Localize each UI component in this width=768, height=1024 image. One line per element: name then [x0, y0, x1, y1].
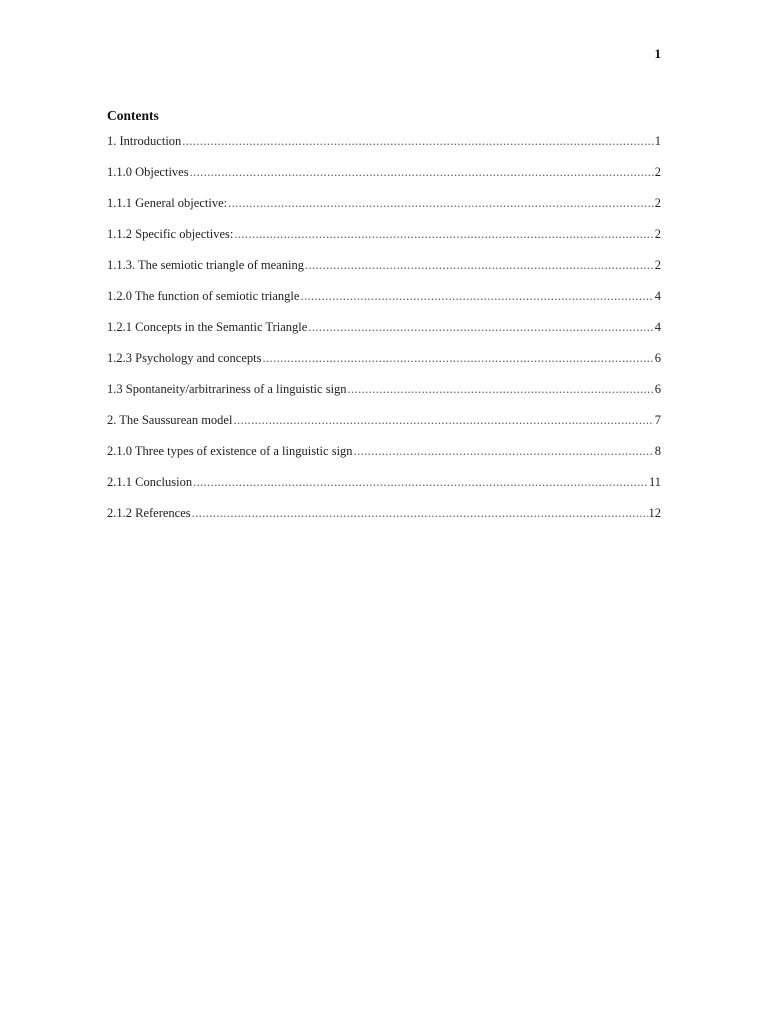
toc-entry-page: 2: [654, 196, 661, 210]
toc-entry-page: 8: [654, 444, 661, 458]
toc-entry-general-objective[interactable]: [107, 195, 661, 226]
toc-entry-page: 4: [654, 320, 661, 334]
toc-heading: Contents: [107, 108, 159, 123]
toc-entry-semiotic-triangle[interactable]: [107, 257, 661, 288]
toc-entry-specific-objectives[interactable]: [107, 226, 661, 257]
toc-entry-page: 2: [654, 258, 661, 272]
toc-entry-title: 1.1.2 Specific objectives:: [107, 227, 234, 241]
toc-entry-title: 1. Introduction: [107, 134, 182, 148]
toc-dot-leader: [300, 288, 653, 304]
toc-dot-leader: [305, 257, 654, 273]
toc-entry-page: 4: [654, 289, 661, 303]
toc-dot-leader: [233, 412, 653, 428]
toc-entry-title: 2.1.2 References: [107, 506, 191, 520]
toc-dot-leader: [348, 381, 654, 397]
toc-entry-title: 2.1.0 Three types of existence of a linguistic sign: [107, 444, 353, 458]
toc-entry-title: 1.2.3 Psychology and concepts: [107, 351, 262, 365]
toc-entry-title: 1.2.0 The function of semiotic triangle: [107, 289, 300, 303]
toc-entry-psychology-concepts[interactable]: [107, 350, 661, 381]
toc-dot-leader: [263, 350, 654, 366]
toc-entry-conclusion[interactable]: [107, 474, 661, 505]
toc-entry-title: 2. The Saussurean model: [107, 413, 233, 427]
toc-dot-leader: [193, 474, 648, 490]
page-number: 1: [654, 46, 661, 61]
toc-entry-page: 2: [654, 227, 661, 241]
toc-entry-title: 1.1.0 Objectives: [107, 165, 189, 179]
toc-entry-title: 1.3 Spontaneity/arbitrariness of a linguistic sign: [107, 382, 347, 396]
toc-entry-three-types[interactable]: [107, 443, 661, 474]
toc-entry-page: 11: [648, 475, 661, 489]
toc-dot-leader: [354, 443, 654, 459]
toc-entry-spontaneity[interactable]: [107, 381, 661, 412]
toc-dot-leader: [308, 319, 653, 335]
toc-entry-title: 1.2.1 Concepts in the Semantic Triangle: [107, 320, 308, 334]
toc-entry-function-of-triangle[interactable]: [107, 288, 661, 319]
toc-dot-leader: [190, 164, 654, 180]
toc-entry-introduction[interactable]: [107, 133, 661, 164]
toc-entry-page: 1: [654, 134, 661, 148]
toc-entry-page: 12: [648, 506, 661, 520]
toc-entry-objectives[interactable]: [107, 164, 661, 195]
toc-entry-title: 1.1.3. The semiotic triangle of meaning: [107, 258, 304, 272]
toc-entry-references[interactable]: [107, 505, 661, 536]
toc-dot-leader: [182, 133, 653, 149]
toc-entry-title: 1.1.1 General objective:: [107, 196, 228, 210]
toc-dot-leader: [228, 195, 654, 211]
toc-dot-leader: [234, 226, 653, 242]
toc-entry-page: 7: [654, 413, 661, 427]
toc-entry-title: 2.1.1 Conclusion: [107, 475, 193, 489]
toc-entry-page: 2: [654, 165, 661, 179]
table-of-contents: [107, 107, 661, 536]
toc-entry-saussurean-model[interactable]: [107, 412, 661, 443]
toc-entry-concepts-semantic-triangle[interactable]: [107, 319, 661, 350]
toc-entry-page: 6: [654, 382, 661, 396]
toc-dot-leader: [192, 505, 648, 521]
toc-list: [107, 133, 661, 536]
toc-entry-page: 6: [654, 351, 661, 365]
